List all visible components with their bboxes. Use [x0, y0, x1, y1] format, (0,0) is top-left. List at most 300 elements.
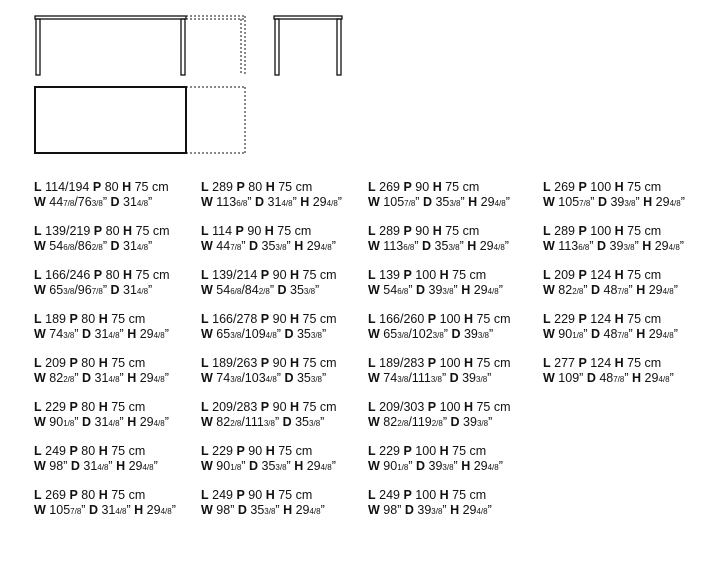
inch-mark: ”: [230, 502, 235, 517]
inch-mark: ”: [164, 414, 169, 429]
dimension-value: 75 cm: [627, 356, 662, 370]
inch-whole: 105: [558, 194, 580, 209]
inch-mark: ”: [487, 370, 492, 385]
dimension-value: 75 cm: [277, 224, 312, 238]
inch-mark: ”: [148, 282, 153, 297]
dimension-key: D: [450, 414, 460, 429]
inch-mark: ”: [453, 282, 458, 297]
dimension-key: H: [642, 238, 652, 253]
inch-mark: ”: [635, 194, 640, 209]
dimension-key: L: [368, 444, 376, 458]
inch-whole: 31: [123, 238, 137, 253]
dimension-value: 229: [212, 444, 233, 458]
dimension-key: W: [34, 370, 46, 385]
dimension-cm-line: [201, 312, 342, 327]
dimension-key: D: [81, 414, 92, 429]
inch-fraction: 7/8: [613, 374, 625, 384]
dimension-inch-line: [368, 195, 511, 212]
dimension-key: P: [578, 312, 587, 326]
inch-fraction: 4/8: [108, 418, 120, 428]
dimension-value: 80: [105, 224, 120, 238]
inch-mark: ”: [397, 502, 402, 517]
dimension-entry: [34, 180, 176, 224]
inch-whole: 29: [480, 194, 495, 209]
dimension-key: H: [463, 312, 473, 326]
inch-mark: ”: [331, 458, 336, 473]
dimension-key: W: [368, 502, 380, 517]
dimension-value: 75 cm: [278, 180, 313, 194]
dimension-entry: [34, 224, 176, 268]
dimension-key: H: [614, 224, 624, 238]
side-elevation-drawing: [274, 16, 342, 75]
dimension-key: H: [632, 370, 642, 385]
inch-whole: 39: [428, 458, 443, 473]
dimension-inch-line: [543, 239, 685, 256]
inch-fraction: 7/8: [230, 242, 242, 252]
inch-fraction: 4/8: [669, 198, 681, 208]
dimension-key: H: [450, 502, 460, 517]
inch-mark: ”: [337, 194, 342, 209]
inch-whole: 35: [296, 370, 311, 385]
inch-fraction: 7/8: [63, 198, 75, 208]
inch-whole: 90: [558, 326, 573, 341]
dimension-key: L: [368, 312, 376, 326]
inch-fraction: 3/8: [476, 374, 488, 384]
inch-mark: ”: [628, 326, 633, 341]
inch-fraction: 2/8: [63, 374, 75, 384]
dimension-cm-line: [368, 400, 511, 415]
inch-mark: ”: [504, 238, 509, 253]
dimension-value: 90: [272, 268, 287, 282]
dimension-key: W: [543, 238, 555, 253]
dimension-key: H: [463, 400, 473, 414]
inch-whole: 29: [479, 238, 494, 253]
dimension-key: L: [34, 180, 42, 194]
dimension-key: H: [461, 458, 471, 473]
dimension-key: H: [265, 444, 275, 458]
inch-fraction: 6/8: [63, 242, 75, 252]
dimension-value: 80: [81, 444, 96, 458]
inch-fraction: 7/8: [579, 198, 591, 208]
dimension-entry: [543, 224, 685, 268]
dimension-key: D: [70, 458, 80, 473]
inch-whole: 74: [383, 370, 398, 385]
dimension-key: H: [290, 268, 300, 282]
dimension-cm-line: [543, 180, 685, 195]
dimension-value: 166/260: [379, 312, 425, 326]
inch-whole: 29: [648, 282, 663, 297]
inch-whole: 48: [603, 282, 618, 297]
dimension-key: P: [235, 224, 244, 238]
dimension-key: H: [123, 224, 133, 238]
dimension-value: 75 cm: [302, 312, 337, 326]
inch-mark: ”: [320, 502, 325, 517]
inch-mark: ”: [276, 370, 281, 385]
inch-fraction: 4/8: [108, 330, 120, 340]
dimension-value: 75 cm: [302, 400, 337, 414]
dimension-key: H: [461, 282, 471, 297]
dimension-inch-line: [543, 195, 685, 212]
dimension-cm-line: [201, 356, 342, 371]
dimension-key: W: [368, 238, 380, 253]
dimension-key: H: [123, 268, 133, 282]
inch-fraction: 6/8: [230, 286, 242, 296]
dimension-key: D: [284, 370, 294, 385]
dimension-value: 249: [45, 444, 66, 458]
dimension-key: D: [110, 238, 120, 253]
inch-whole: 39: [417, 502, 432, 517]
dimension-value: 90: [272, 312, 287, 326]
inch-whole: 65: [216, 326, 231, 341]
inch-whole: 29: [473, 458, 488, 473]
dimension-value: 229: [379, 444, 400, 458]
dimension-key: D: [248, 238, 259, 253]
dimension-key: D: [248, 458, 259, 473]
inch-mark: ”: [590, 194, 595, 209]
dimension-value: 269: [379, 180, 400, 194]
dimension-key: L: [368, 356, 376, 370]
inch-mark: ”: [322, 326, 327, 341]
dimension-key: L: [368, 224, 376, 238]
dimension-entry: [368, 356, 511, 400]
dimension-value: 100: [590, 224, 612, 238]
inch-mark: ”: [102, 238, 108, 253]
inch-whole: 35: [250, 502, 265, 517]
inch-mark: ”: [408, 458, 413, 473]
dimension-cm-line: [201, 400, 342, 415]
dimension-key: H: [122, 180, 132, 194]
inch-mark: ”: [102, 282, 108, 297]
dimension-value: 75 cm: [111, 444, 146, 458]
dimension-key: D: [597, 194, 607, 209]
inch-mark: ”: [460, 194, 465, 209]
inch-whole: 90: [49, 414, 64, 429]
inch-mark: ”: [119, 414, 124, 429]
inch-whole-alt: /86: [74, 238, 92, 253]
dimension-key: W: [34, 282, 46, 297]
dimension-inch-line: [368, 371, 511, 388]
inch-mark: ”: [286, 458, 291, 473]
dimension-key: P: [260, 356, 270, 370]
inch-fraction-alt: 3/8: [263, 418, 275, 428]
dimension-key: D: [282, 414, 292, 429]
dimension-key: D: [110, 194, 120, 209]
dimension-key: L: [201, 268, 209, 282]
inch-fraction: 4/8: [108, 374, 120, 384]
dimension-value: 100: [415, 268, 437, 282]
inch-fraction-alt: 2/8: [91, 242, 103, 252]
inch-whole: 35: [261, 238, 276, 253]
dimension-key: H: [468, 194, 478, 209]
inch-fraction: 4/8: [153, 330, 165, 340]
dimension-key: D: [415, 282, 426, 297]
inch-mark: ”: [673, 326, 678, 341]
dimension-value: 75 cm: [111, 488, 146, 502]
inch-mark: ”: [679, 238, 684, 253]
dimension-value: 277: [554, 356, 575, 370]
dimension-key: D: [284, 326, 294, 341]
inch-mark: ”: [505, 194, 510, 209]
dimension-value: 189/283: [379, 356, 425, 370]
inch-whole: 29: [312, 194, 327, 209]
inch-whole: 65: [49, 282, 64, 297]
inch-whole: 29: [648, 326, 663, 341]
dimension-value: 289: [212, 180, 233, 194]
dimension-key: P: [69, 488, 78, 502]
dimension-key: D: [81, 370, 92, 385]
dimension-key: H: [643, 194, 653, 209]
inch-fraction: 1/8: [572, 330, 584, 340]
dimension-cm-line: [368, 488, 511, 503]
dimension-key: L: [543, 180, 551, 194]
inch-whole: 39: [463, 414, 477, 429]
dimension-key: L: [34, 488, 42, 502]
dimension-value: 100: [415, 488, 437, 502]
dimension-key: D: [277, 282, 287, 297]
dimension-key: P: [260, 400, 270, 414]
inch-whole: 31: [94, 370, 109, 385]
dimension-cm-line: [34, 444, 176, 459]
dimension-value: 75 cm: [135, 224, 170, 238]
inch-whole: 29: [473, 282, 488, 297]
inch-fraction: 3/8: [310, 374, 322, 384]
inch-fraction: 4/8: [493, 242, 505, 252]
dimension-key: H: [636, 326, 646, 341]
inch-whole: 35: [261, 458, 276, 473]
dimension-cm-line: [34, 312, 176, 327]
dimension-key: W: [34, 238, 46, 253]
dimension-value: 229: [45, 400, 66, 414]
dimension-key: P: [403, 224, 412, 238]
dimension-cm-line: [201, 224, 342, 239]
inch-mark: ”: [331, 238, 336, 253]
inch-fraction-alt: 2/8: [258, 286, 270, 296]
dimension-key: D: [590, 282, 601, 297]
inch-mark: ”: [488, 414, 493, 429]
inch-mark: ”: [171, 502, 176, 517]
dimension-key: L: [543, 268, 551, 282]
inch-fraction: 7/8: [70, 506, 82, 516]
inch-fraction: 4/8: [153, 418, 165, 428]
dimension-value: 209: [45, 356, 66, 370]
dimension-key: L: [34, 444, 42, 458]
dimension-value: 75 cm: [445, 224, 480, 238]
dimension-key: H: [127, 414, 137, 429]
dimension-key: H: [98, 400, 108, 414]
dimension-key: W: [543, 326, 555, 341]
dimension-entry: [201, 224, 342, 268]
inch-mark: ”: [583, 326, 588, 341]
dimension-key: H: [294, 238, 304, 253]
dimension-key: H: [283, 502, 293, 517]
dimension-value: 75 cm: [111, 356, 146, 370]
inch-mark: ”: [414, 238, 419, 253]
inch-fraction: 4/8: [320, 462, 332, 472]
dimension-inch-line: [543, 327, 685, 344]
inch-fraction: 2/8: [397, 418, 409, 428]
inch-whole: 39: [610, 194, 625, 209]
dimension-inch-line: [543, 283, 685, 300]
dimension-key: P: [236, 180, 245, 194]
dimension-key: H: [290, 400, 300, 414]
dimension-key: P: [236, 488, 245, 502]
dimension-entry: [34, 400, 176, 444]
dimension-key: D: [255, 194, 265, 209]
dimension-key: W: [368, 370, 380, 385]
dimension-cm-line: [368, 356, 511, 371]
plan-view-drawing: [35, 87, 245, 153]
inch-fraction: 3/8: [623, 242, 635, 252]
dimension-value: 100: [439, 356, 461, 370]
dimension-key: H: [432, 180, 442, 194]
dimension-value: 75 cm: [452, 488, 487, 502]
inch-fraction: 4/8: [487, 462, 499, 472]
inch-whole: 44: [49, 194, 64, 209]
dimension-key: D: [597, 238, 607, 253]
dimension-value: 90: [248, 488, 263, 502]
inch-mark: ”: [442, 414, 448, 429]
dimension-value: 80: [105, 268, 120, 282]
dimension-key: H: [127, 326, 137, 341]
dimension-inch-line: [201, 283, 342, 300]
inch-whole: 35: [435, 194, 450, 209]
dimension-value: 269: [554, 180, 575, 194]
dimension-value: 90: [415, 180, 430, 194]
inch-fraction-alt: 3/8: [432, 330, 444, 340]
inch-whole-alt: /84: [241, 282, 259, 297]
dimension-key: L: [201, 356, 209, 370]
dimension-entry: [201, 444, 342, 488]
dimension-key: P: [260, 268, 270, 282]
inch-fraction: 4/8: [153, 374, 165, 384]
dimension-entry: [368, 180, 511, 224]
dimension-key: W: [368, 458, 380, 473]
dimension-value: 75 cm: [476, 356, 511, 370]
dimension-key: H: [439, 488, 449, 502]
inch-mark: ”: [74, 326, 79, 341]
dimension-value: 80: [81, 356, 96, 370]
dimension-key: D: [422, 194, 432, 209]
dimension-key: L: [543, 224, 551, 238]
inch-fraction: 4/8: [658, 374, 670, 384]
inch-fraction: 3/8: [442, 286, 454, 296]
dimension-key: H: [265, 488, 275, 502]
dimension-key: W: [368, 326, 380, 341]
inch-fraction-alt: 3/8: [91, 198, 103, 208]
dimension-entry: [543, 180, 685, 224]
dimension-key: H: [98, 488, 108, 502]
dimension-value: 189/263: [212, 356, 258, 370]
dimension-key: L: [201, 312, 209, 326]
dimension-key: W: [34, 502, 46, 517]
inch-fraction: 3/8: [476, 418, 489, 428]
dimension-inch-line: [201, 459, 342, 476]
dimension-key: H: [614, 180, 624, 194]
dimension-key: L: [368, 268, 376, 282]
inch-whole-alt: /102: [408, 326, 433, 341]
dimension-key: W: [543, 282, 555, 297]
dimension-value: 80: [81, 488, 96, 502]
dimension-value: 100: [590, 180, 612, 194]
inch-fraction: 7/8: [617, 286, 629, 296]
dimension-key: L: [201, 488, 209, 502]
dimension-key: P: [578, 268, 587, 282]
inch-mark: ”: [320, 414, 325, 429]
dimension-key: W: [368, 282, 380, 297]
inch-whole: 29: [139, 326, 154, 341]
inch-fraction: 4/8: [326, 198, 338, 208]
dimension-key: W: [368, 414, 380, 429]
inch-whole: 29: [139, 414, 154, 429]
inch-whole: 39: [462, 370, 477, 385]
dimension-key: H: [439, 268, 449, 282]
inch-fraction: 4/8: [97, 462, 109, 472]
dimension-key: P: [427, 312, 437, 326]
dimension-value: 75 cm: [627, 268, 662, 282]
dimension-cm-line: [201, 180, 342, 195]
dimension-inch-line: [368, 459, 511, 476]
dimension-key: H: [127, 370, 137, 385]
dimension-cm-line: [34, 224, 176, 239]
dimension-entry: [201, 312, 342, 356]
dimension-key: P: [92, 180, 102, 194]
inch-mark: ”: [589, 238, 594, 253]
inch-fraction: 2/8: [230, 418, 242, 428]
dimension-key: H: [439, 444, 449, 458]
inch-fraction-alt: 7/8: [91, 286, 103, 296]
dimension-cm-line: [34, 180, 176, 195]
table-drawings: [0, 0, 706, 170]
dimension-key: P: [236, 444, 245, 458]
dimension-cm-line: [368, 224, 511, 239]
dimension-inch-line: [543, 371, 685, 388]
dimension-entry: [34, 312, 176, 356]
dimension-key: H: [432, 224, 442, 238]
dimension-key: H: [265, 180, 275, 194]
inch-fraction: 3/8: [230, 330, 242, 340]
dimension-cm-line: [201, 268, 342, 283]
dimension-cm-line: [543, 268, 685, 283]
inch-fraction-alt: 4/8: [265, 330, 277, 340]
inch-fraction: 3/8: [397, 374, 409, 384]
dimension-cm-line: [368, 268, 511, 283]
dimension-value: 289: [554, 224, 575, 238]
dimension-cm-line: [543, 224, 685, 239]
inch-mark: ”: [453, 458, 458, 473]
dimension-value: 124: [590, 356, 612, 370]
dimension-inch-line: [368, 283, 511, 300]
inch-mark: ”: [126, 502, 131, 517]
dimension-key: P: [578, 224, 587, 238]
inch-mark: ”: [315, 282, 320, 297]
dimension-value: 139: [379, 268, 400, 282]
inch-mark: ”: [442, 502, 447, 517]
dimension-entry: [543, 312, 685, 356]
dimension-key: W: [543, 194, 555, 209]
dimension-inch-line: [34, 283, 176, 300]
inch-mark: ”: [628, 282, 633, 297]
inch-mark: ”: [322, 370, 327, 385]
inch-whole: 48: [603, 326, 618, 341]
dimension-value: 75 cm: [278, 444, 313, 458]
inch-fraction: 4/8: [494, 198, 506, 208]
dimension-inch-line: [34, 195, 176, 212]
inch-fraction: 6/8: [236, 198, 248, 208]
inch-fraction: 4/8: [476, 506, 488, 516]
inch-mark: ”: [489, 326, 494, 341]
dimension-inch-line: [368, 503, 511, 520]
dimension-key: W: [201, 414, 213, 429]
